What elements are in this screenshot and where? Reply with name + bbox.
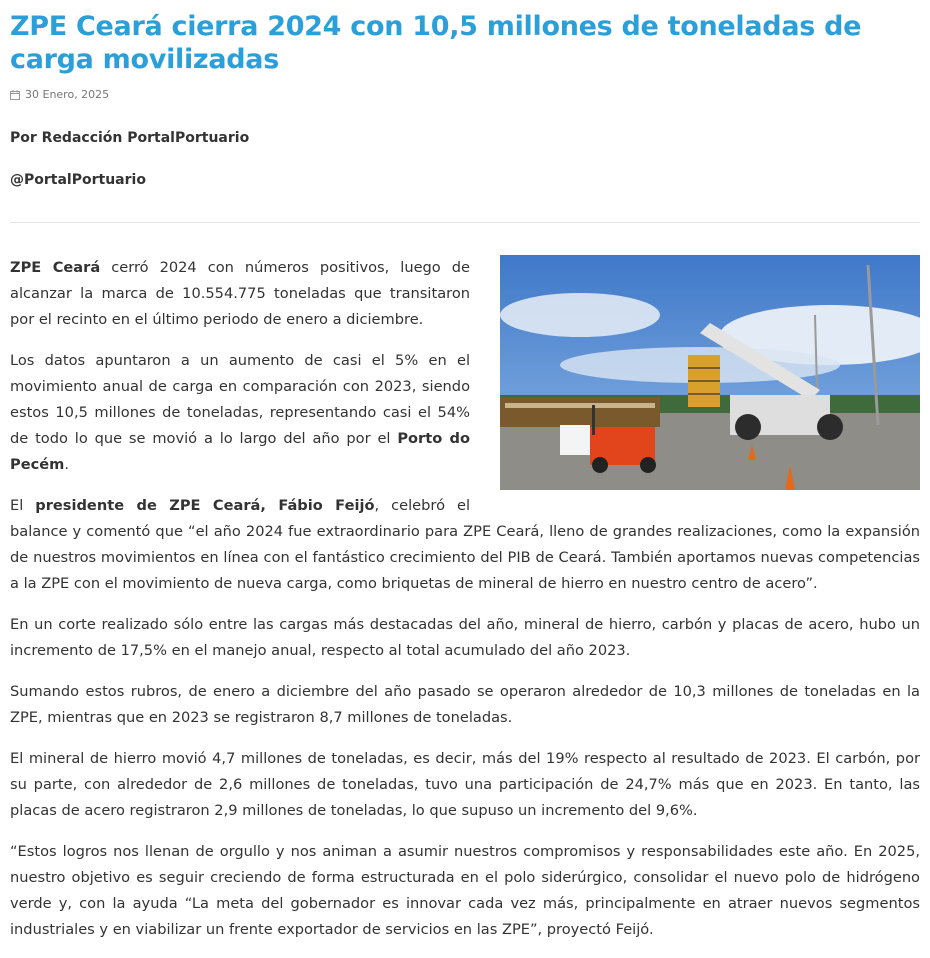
article-photo — [500, 255, 920, 490]
paragraph-7: “Estos logros nos llenan de orgullo y nos animan a asumir nuestros compromisos y responsabilidades este año. En 2025, nuestro objetivo es seguir creciendo de forma estructurada en el polo siderúrgico, consolidar el nuevo polo de hidrógeno verde y, con la ayuda “La meta del gobernador es innovar cada vez más, principalmente en atraer nuevos segmentos industriales y en viabilizar un frente exportador de servicios en las ZPE”, proyectó Feijó. — [10, 843, 920, 938]
divider — [10, 222, 920, 223]
date-text: 30 Enero, 2025 — [25, 88, 110, 101]
article-body — [10, 255, 920, 958]
author-byline: Por Redacción PortalPortuario — [10, 130, 250, 146]
paragraph-6: El mineral de hierro movió 4,7 millones de toneladas, es decir, más del 19% respecto al resultado de 2023. El carbón, por su parte, con alrededor de 2,6 millones de toneladas, tuvo una participación de 24,7% más que en 2023. En tanto, las placas de acero registraron 2,9 millones de toneladas, lo que supuso un incremento del 9,6%. — [10, 750, 920, 819]
author-handle: @PortalPortuario — [10, 172, 146, 188]
calendar-icon — [10, 90, 20, 100]
article-title: ZPE Ceará cierra 2024 con 10,5 millones de toneladas de carga movilizadas — [10, 11, 862, 75]
paragraph-1: ZPE Ceará cerró 2024 con números positivos, luego de alcanzar la marca de 10.554.775 toneladas que transitaron por el recinto en el último periodo de enero a diciembre. — [10, 259, 470, 328]
paragraph-4: En un corte realizado sólo entre las cargas más destacadas del año, mineral de hierro, carbón y placas de acero, hubo un incremento de 17,5% en el manejo anual, respecto al total acumulado del año 2023. — [10, 616, 920, 659]
paragraph-2: Los datos apuntaron a un aumento de casi el 5% en el movimiento anual de carga en comparación con 2023, siendo estos 10,5 millones de toneladas, representando casi el 54% de todo lo que se movió a lo largo del año por el Porto do Pecém. — [10, 352, 470, 473]
paragraph-5: Sumando estos rubros, de enero a diciembre del año pasado se operaron alrededor de 10,3 millones de toneladas en la ZPE, mientras que en 2023 se registraron 8,7 millones de toneladas. — [10, 683, 920, 726]
article-date — [10, 88, 109, 101]
paragraph-3: El presidente de ZPE Ceará, Fábio Feijó, celebró el balance y comentó que “el año 2024 fue extraordinario para ZPE Ceará, lleno de grandes realizaciones, como la expansión de nuestros movimientos en línea con el fantástico crecimiento del PIB de Ceará. También aportamos nuevas competencias a la ZPE con el movimiento de nueva carga, como briquetas de mineral de hierro en nuestro centro de acero”. — [10, 497, 920, 592]
